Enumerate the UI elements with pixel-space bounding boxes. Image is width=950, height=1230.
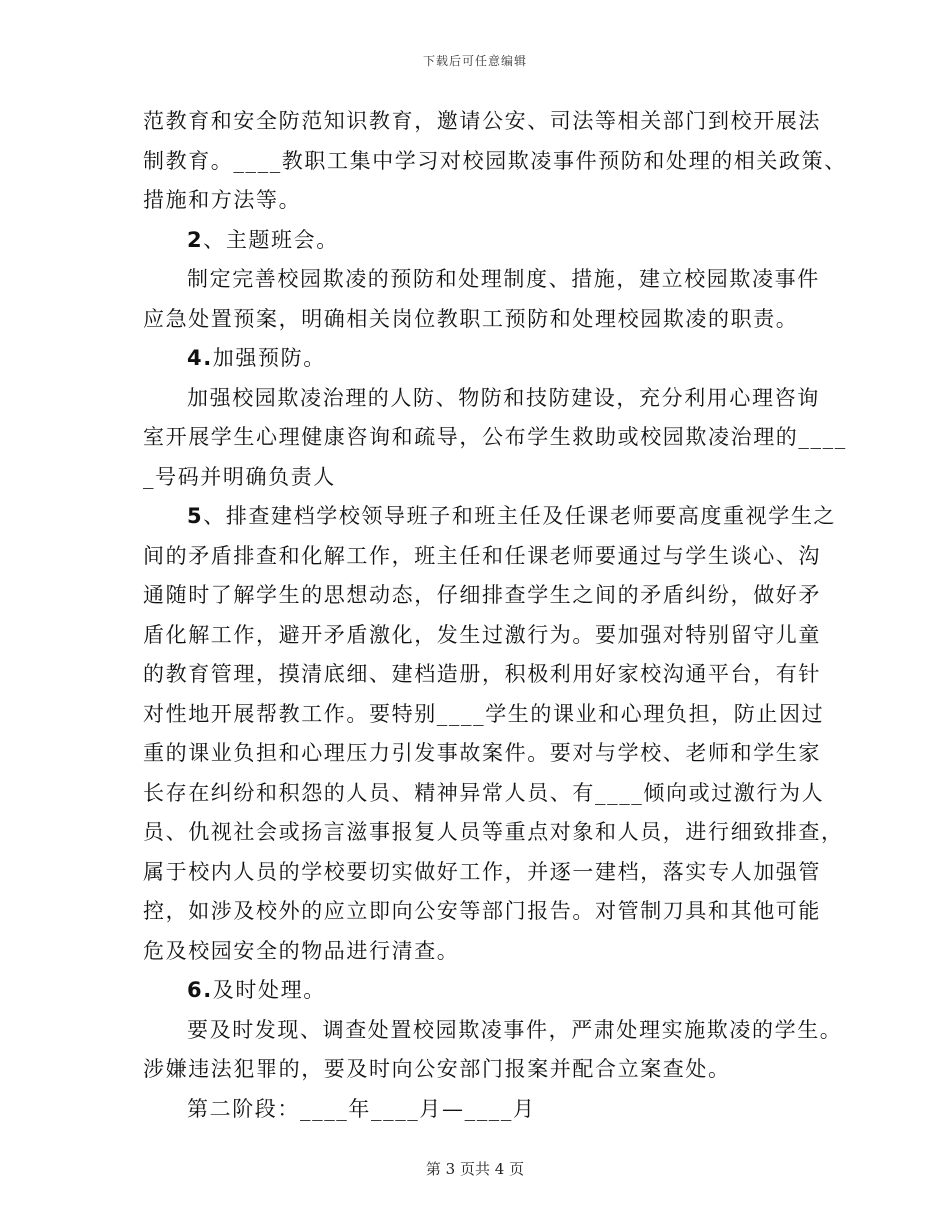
text-line: _号码并明确负责人	[143, 464, 336, 489]
section-heading	[143, 221, 815, 261]
document-body	[143, 102, 847, 1129]
stage-line: 第二阶段：____年____月—____月	[187, 1096, 536, 1121]
section-heading	[143, 497, 837, 537]
text-line: 室开展学生心理健康咨询和疏导，公布学生救助或校园欺凌治理的____	[143, 425, 847, 449]
section-heading	[143, 971, 815, 1011]
section-title: 加强预防。	[212, 346, 326, 370]
section-title: 及时处理。	[212, 978, 326, 1002]
text-line: 员、仇视社会或扬言滋事报复人员等重点对象和人员，进行细致排查，	[143, 820, 844, 844]
section-number: 6.	[187, 978, 213, 1002]
text-line: 范教育和安全防范知识教育，邀请公安、司法等相关部门到校开展法	[143, 109, 821, 133]
section-number: 2	[187, 227, 204, 252]
text-line: 控，如涉及校外的应立即向公安等部门报告。对管制刀具和其他可能	[143, 899, 821, 923]
text-line: 涉嫌违法犯罪的，要及时向公安部门报案并配合立案查处。	[143, 1057, 731, 1081]
section-heading	[143, 339, 815, 379]
section-number: 5	[187, 504, 204, 528]
text-line: 的教育管理，摸清底细、建档造册，积极利用好家校沟通平台，有针	[143, 662, 821, 686]
page-header: 下载后可任意编辑	[422, 54, 527, 68]
text-line: 措施和方法等。	[143, 188, 302, 212]
section-title: 、主题班会。	[203, 227, 339, 252]
section-title: 、排查建档学校领导班子和班主任及任课老师要高度重视学生之	[203, 504, 837, 528]
text-line: 对性地开展帮教工作。要特别____学生的课业和心理负担，防止因过	[143, 701, 825, 726]
text-line: 盾化解工作，避开矛盾激化，发生过激行为。要加强对特别留守儿童	[143, 622, 821, 647]
text-line: 通随时了解学生的思想动态，仔细排查学生之间的矛盾纠纷，做好矛	[143, 583, 821, 607]
text-line: 重的课业负担和心理压力引发事故案件。要对与学校、老师和学生家	[143, 741, 821, 765]
text-line: 间的矛盾排查和化解工作，班主任和任课老师要通过与学生谈心、沟	[143, 543, 821, 568]
text-line: 制教育。____教职工集中学习对校园欺凌事件预防和处理的相关政策、	[143, 148, 847, 173]
paragraph-start-line: 要及时发现、调查处置校园欺凌事件，严肃处理实施欺凌的学生。	[187, 1017, 843, 1042]
paragraph-start-line: 加强校园欺凌治理的人防、物防和技防建设，充分利用心理咨询	[187, 385, 820, 410]
page-footer: 第 3 页共 4 页	[425, 1160, 525, 1178]
paragraph-start-line: 制定完善校园欺凌的预防和处理制度、措施，建立校园欺凌事件	[187, 267, 820, 291]
text-line: 应急处置预案，明确相关岗位教职工预防和处理校园欺凌的职责。	[143, 306, 799, 331]
section-number: 4.	[187, 346, 213, 370]
text-line: 属于校内人员的学校要切实做好工作，并逐一建档，落实专人加强管	[143, 859, 821, 884]
text-line: 危及校园安全的物品进行清查。	[143, 938, 460, 963]
text-line: 长存在纠纷和积怨的人员、精神异常人员、有____倾向或过激行为人	[143, 780, 825, 805]
